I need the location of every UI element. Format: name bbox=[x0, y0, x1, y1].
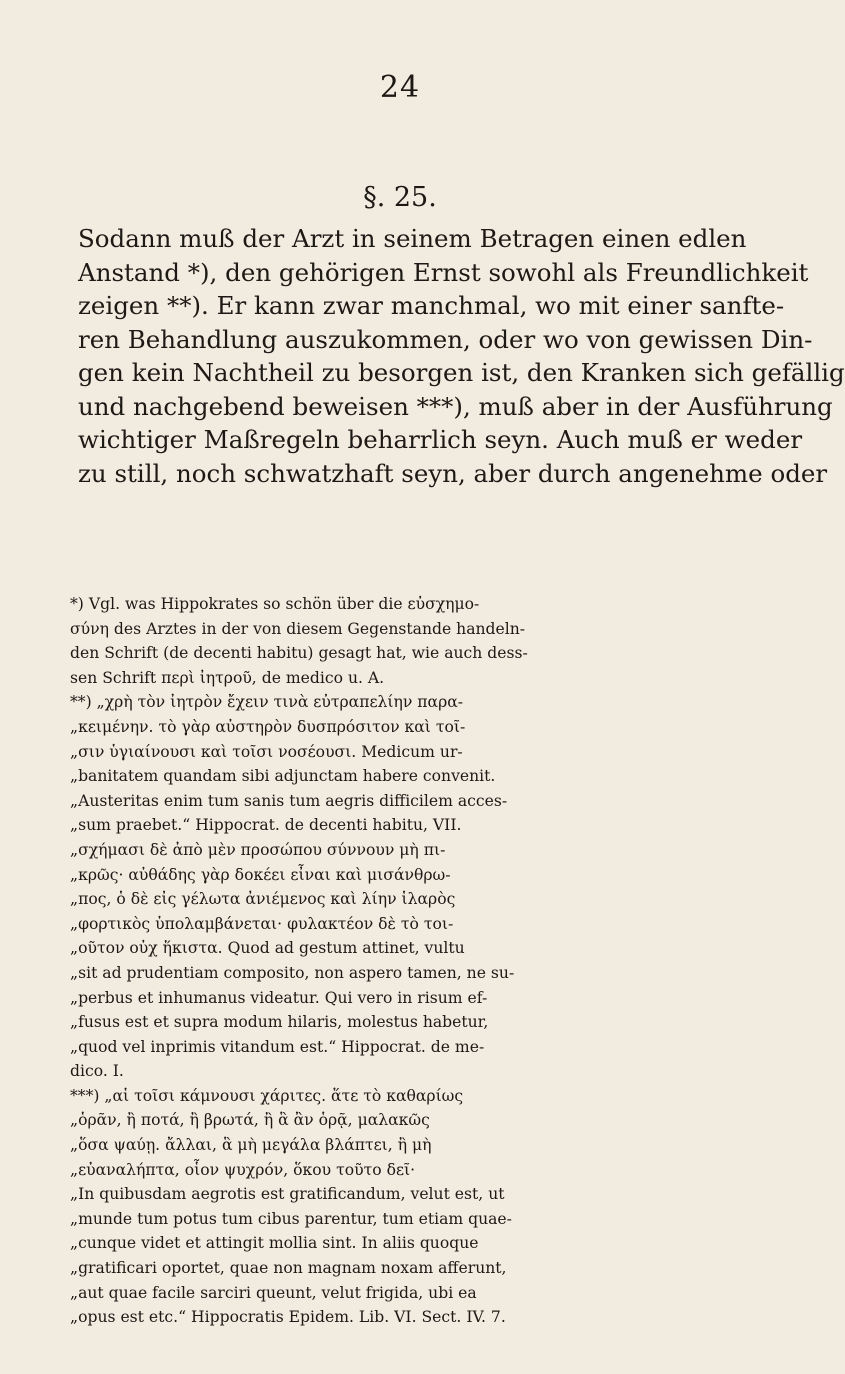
footnote-line: „εὐαναλήπτα, οἷον ψυχρόν, ὅκου τοῦτο δεῖ· bbox=[70, 1160, 416, 1179]
body-line: zeigen **). Er kann zwar manchmal, wo mit einer sanfte- bbox=[78, 291, 785, 320]
footnote-line: „aut quae facile sarciri queunt, velut frigida, ubi ea bbox=[70, 1283, 477, 1302]
footnote-line: „opus est etc.“ Hippocratis Epidem. Lib. VI. Sect. IV. 7. bbox=[70, 1308, 506, 1327]
footnote-line: „perbus et inhumanus videatur. Qui vero in risum ef- bbox=[70, 988, 488, 1007]
footnote-line: „φορτικὸς ὑπολαμβάνεται· φυλακτέον δὲ τὸ τοι- bbox=[70, 914, 454, 933]
footnote-line: „κρῶς· αὐθάδης γὰρ δοκέει εἶναι καὶ μισάνθρω- bbox=[70, 865, 451, 884]
footnote-line: „κειμένην. τὸ γὰρ αὐστηρὸν δυσπρόσιτον καὶ τοῖ- bbox=[70, 717, 466, 736]
footnote-line: „munde tum potus tum cibus parentur, tum etiam quae- bbox=[70, 1209, 512, 1228]
footnote-line: den Schrift (de decenti habitu) gesagt hat, wie auch dess- bbox=[70, 644, 528, 663]
body-line: zu still, noch schwatzhaft seyn, aber durch angenehme oder bbox=[78, 458, 828, 488]
footnote-line: „fusus est et supra modum hilaris, molestus habetur, bbox=[70, 1013, 489, 1032]
footnote-line: „ὁρᾶν, ἢ ποτά, ἢ βρωτά, ἢ ἃ ἂν ὁρᾷ, μαλακῶς bbox=[70, 1111, 430, 1130]
footnote-line: „sit ad prudentiam composito, non aspero tamen, ne su- bbox=[70, 963, 515, 982]
body-line: Anstand *), den gehörigen Ernst sowohl als Freundlichkeit bbox=[78, 257, 809, 287]
footnotes bbox=[70, 592, 760, 1330]
body-line: und nachgebend beweisen ***), muß aber in der Ausführung bbox=[78, 391, 833, 421]
footnote-line: *) Vgl. was Hippokrates so schön über die εὐσχημο- bbox=[70, 595, 480, 613]
footnote-line: σύνη des Arztes in der von diesem Gegenstande handeln- bbox=[70, 619, 526, 638]
footnote-line: „cunque videt et attingit mollia sint. In aliis quoque bbox=[70, 1234, 479, 1253]
footnote-line: „Austeritas enim tum sanis tum aegris difficilem acces- bbox=[70, 791, 508, 810]
section-heading: §. 25. bbox=[363, 182, 437, 213]
body-line: wichtiger Maßregeln beharrlich seyn. Auch muß er weder bbox=[78, 425, 803, 454]
footnote-line: „σιν ὑγιαίνουσι καὶ τοῖσι νοσέουσι. Medicum ur- bbox=[70, 742, 463, 761]
footnote-line: „σχήμασι δὲ ἀπὸ μὲν προσώπου σύννουν μὴ πι- bbox=[70, 840, 446, 859]
footnote-line: „ὅσα ψαύῃ. ἄλλαι, ἃ μὴ μεγάλα βλάπτει, ἢ μὴ bbox=[70, 1136, 432, 1155]
footnote-line: **) „χρὴ τὸν ἰητρὸν ἔχειν τινὰ εὐτραπελίην παρα- bbox=[70, 693, 464, 712]
footnote-line: „sum praebet.“ Hippocrat. de decenti habitu, VII. bbox=[70, 816, 462, 835]
footnote-line: ***) „αἱ τοῖσι κάμνουσι χάριτες. ἅτε τὸ καθαρίως bbox=[70, 1086, 464, 1105]
body-line: Sodann muß der Arzt in seinem Betragen einen edlen bbox=[78, 224, 747, 253]
footnote-line: „banitatem quandam sibi adjunctam habere convenit. bbox=[70, 767, 496, 786]
footnote-line: „In quibusdam aegrotis est gratificandum, velut est, ut bbox=[70, 1185, 505, 1204]
page-number: 24 bbox=[379, 70, 421, 105]
footnote-line: „πος, ὁ δὲ εἰς γέλωτα ἀνιέμενος καὶ λίην ἱλαρὸς bbox=[70, 890, 456, 909]
footnote-line: dico. I. bbox=[70, 1062, 124, 1081]
footnote-line: sen Schrift περὶ ἰητροῦ, de medico u. A. bbox=[70, 668, 385, 687]
footnote-line: „οῦτον οὐχ ἥκιστα. Quod ad gestum attinet, vultu bbox=[70, 939, 465, 958]
body-line: gen kein Nachtheil zu besorgen ist, den Kranken sich gefällig bbox=[78, 358, 845, 387]
main-paragraph bbox=[78, 222, 845, 490]
footnote-line: „quod vel inprimis vitandum est.“ Hippocrat. de me- bbox=[70, 1037, 485, 1056]
body-line: ren Behandlung auszukommen, oder wo von gewissen Din- bbox=[78, 324, 813, 354]
footnote-line: „gratificari oportet, quae non magnam noxam afferunt, bbox=[70, 1259, 507, 1278]
